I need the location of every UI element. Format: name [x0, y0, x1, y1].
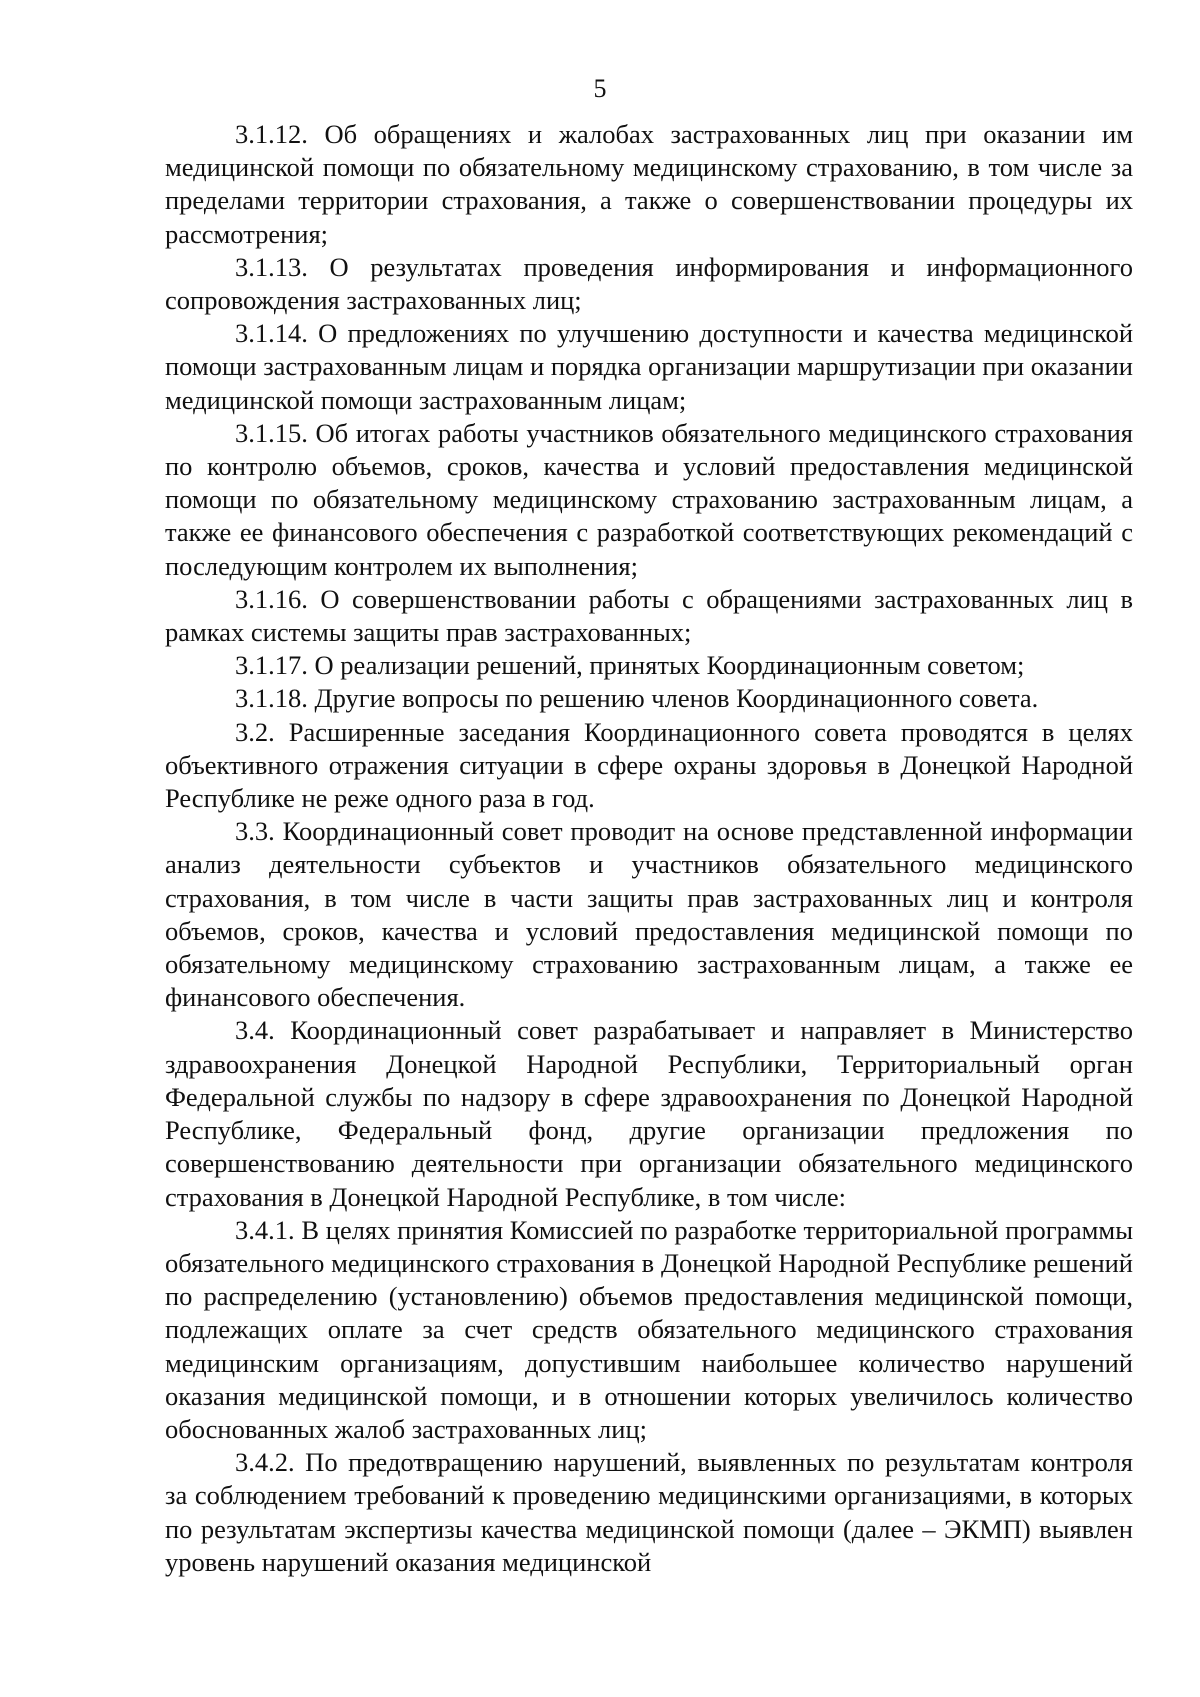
paragraph-3-1-15: 3.1.15. Об итогах работы участников обязательного медицинского страхования по контролю объемов, сроков, качества и условий предоставления медицинской помощи по обязательному медицинскому страхованию застрахованным лицам, а также ее финансового обеспечения с разработкой соответствующих рекомендаций с последующим контролем их выполнения; [165, 417, 1133, 581]
document-body [165, 118, 1133, 1579]
paragraph-3-2: 3.2. Расширенные заседания Координационного совета проводятся в целях объективного отражения ситуации в сфере охраны здоровья в Донецкой Народной Республике не реже одного раза в год. [165, 716, 1133, 814]
paragraph-3-1-12: 3.1.12. Об обращениях и жалобах застрахованных лиц при оказании им медицинской помощи по обязательному медицинскому страхованию, в том числе за пределами территории страхования, а также о совершенствовании процедуры их рассмотрения; [165, 119, 1133, 249]
paragraph-3-1-13: 3.1.13. О результатах проведения информирования и информационного сопровождения застрахованных лиц; [165, 251, 1133, 316]
paragraph-3-1-14: 3.1.14. О предложениях по улучшению доступности и качества медицинской помощи застрахованным лицам и порядка организации маршрутизации при оказании медицинской помощи застрахованным лицам; [165, 318, 1133, 415]
paragraph-3-3: 3.3. Координационный совет проводит на основе представленной информации анализ деятельности субъектов и участников обязательного медицинского страхования, в том числе в части защиты прав застрахованных лиц и контроля объемов, сроков, качества и условий предоставления медицинской помощи по обязательному медицинскому страхованию застрахованным лицам, а также ее финансового обеспечения. [165, 816, 1133, 1013]
paragraph-3-4: 3.4. Координационный совет разрабатывает и направляет в Министерство здравоохранения Донецкой Народной Республики, Территориальный орган Федеральной службы по надзору в сфере здравоохранения по Донецкой Народной Республике, Федеральный фонд, другие организации предложения по совершенствованию деятельности при организации обязательного медицинского страхования в Донецкой Народной Республике, в том числе: [165, 1015, 1133, 1212]
paragraph-3-1-18: 3.1.18. Другие вопросы по решению членов Координационного совета. [235, 683, 1039, 714]
page-number: 5 [593, 74, 607, 103]
paragraph-3-1-16: 3.1.16. О совершенствовании работы с обращениями застрахованных лиц в рамках системы защиты прав застрахованных; [165, 583, 1133, 648]
paragraph-3-1-17: 3.1.17. О реализации решений, принятых Координационным советом; [235, 650, 1025, 681]
paragraph-3-4-1: 3.4.1. В целях принятия Комиссией по разработке территориальной программы обязательного медицинского страхования в Донецкой Народной Республике решений по распределению (установлению) объемов предоставления медицинской помощи, подлежащих оплате за счет средств обязательного медицинского страхования медицинским организациям, допустившим наибольшее количество нарушений оказания медицинской помощи, и в отношении которых увеличилось количество обоснованных жалоб застрахованных лиц; [165, 1214, 1133, 1444]
paragraph-3-4-2: 3.4.2. По предотвращению нарушений, выявленных по результатам контроля за соблюдением требований к проведению медицинскими организациями, в которых по результатам экспертизы качества медицинской помощи (далее – ЭКМП) выявлен уровень нарушений оказания медицинской [165, 1447, 1133, 1577]
